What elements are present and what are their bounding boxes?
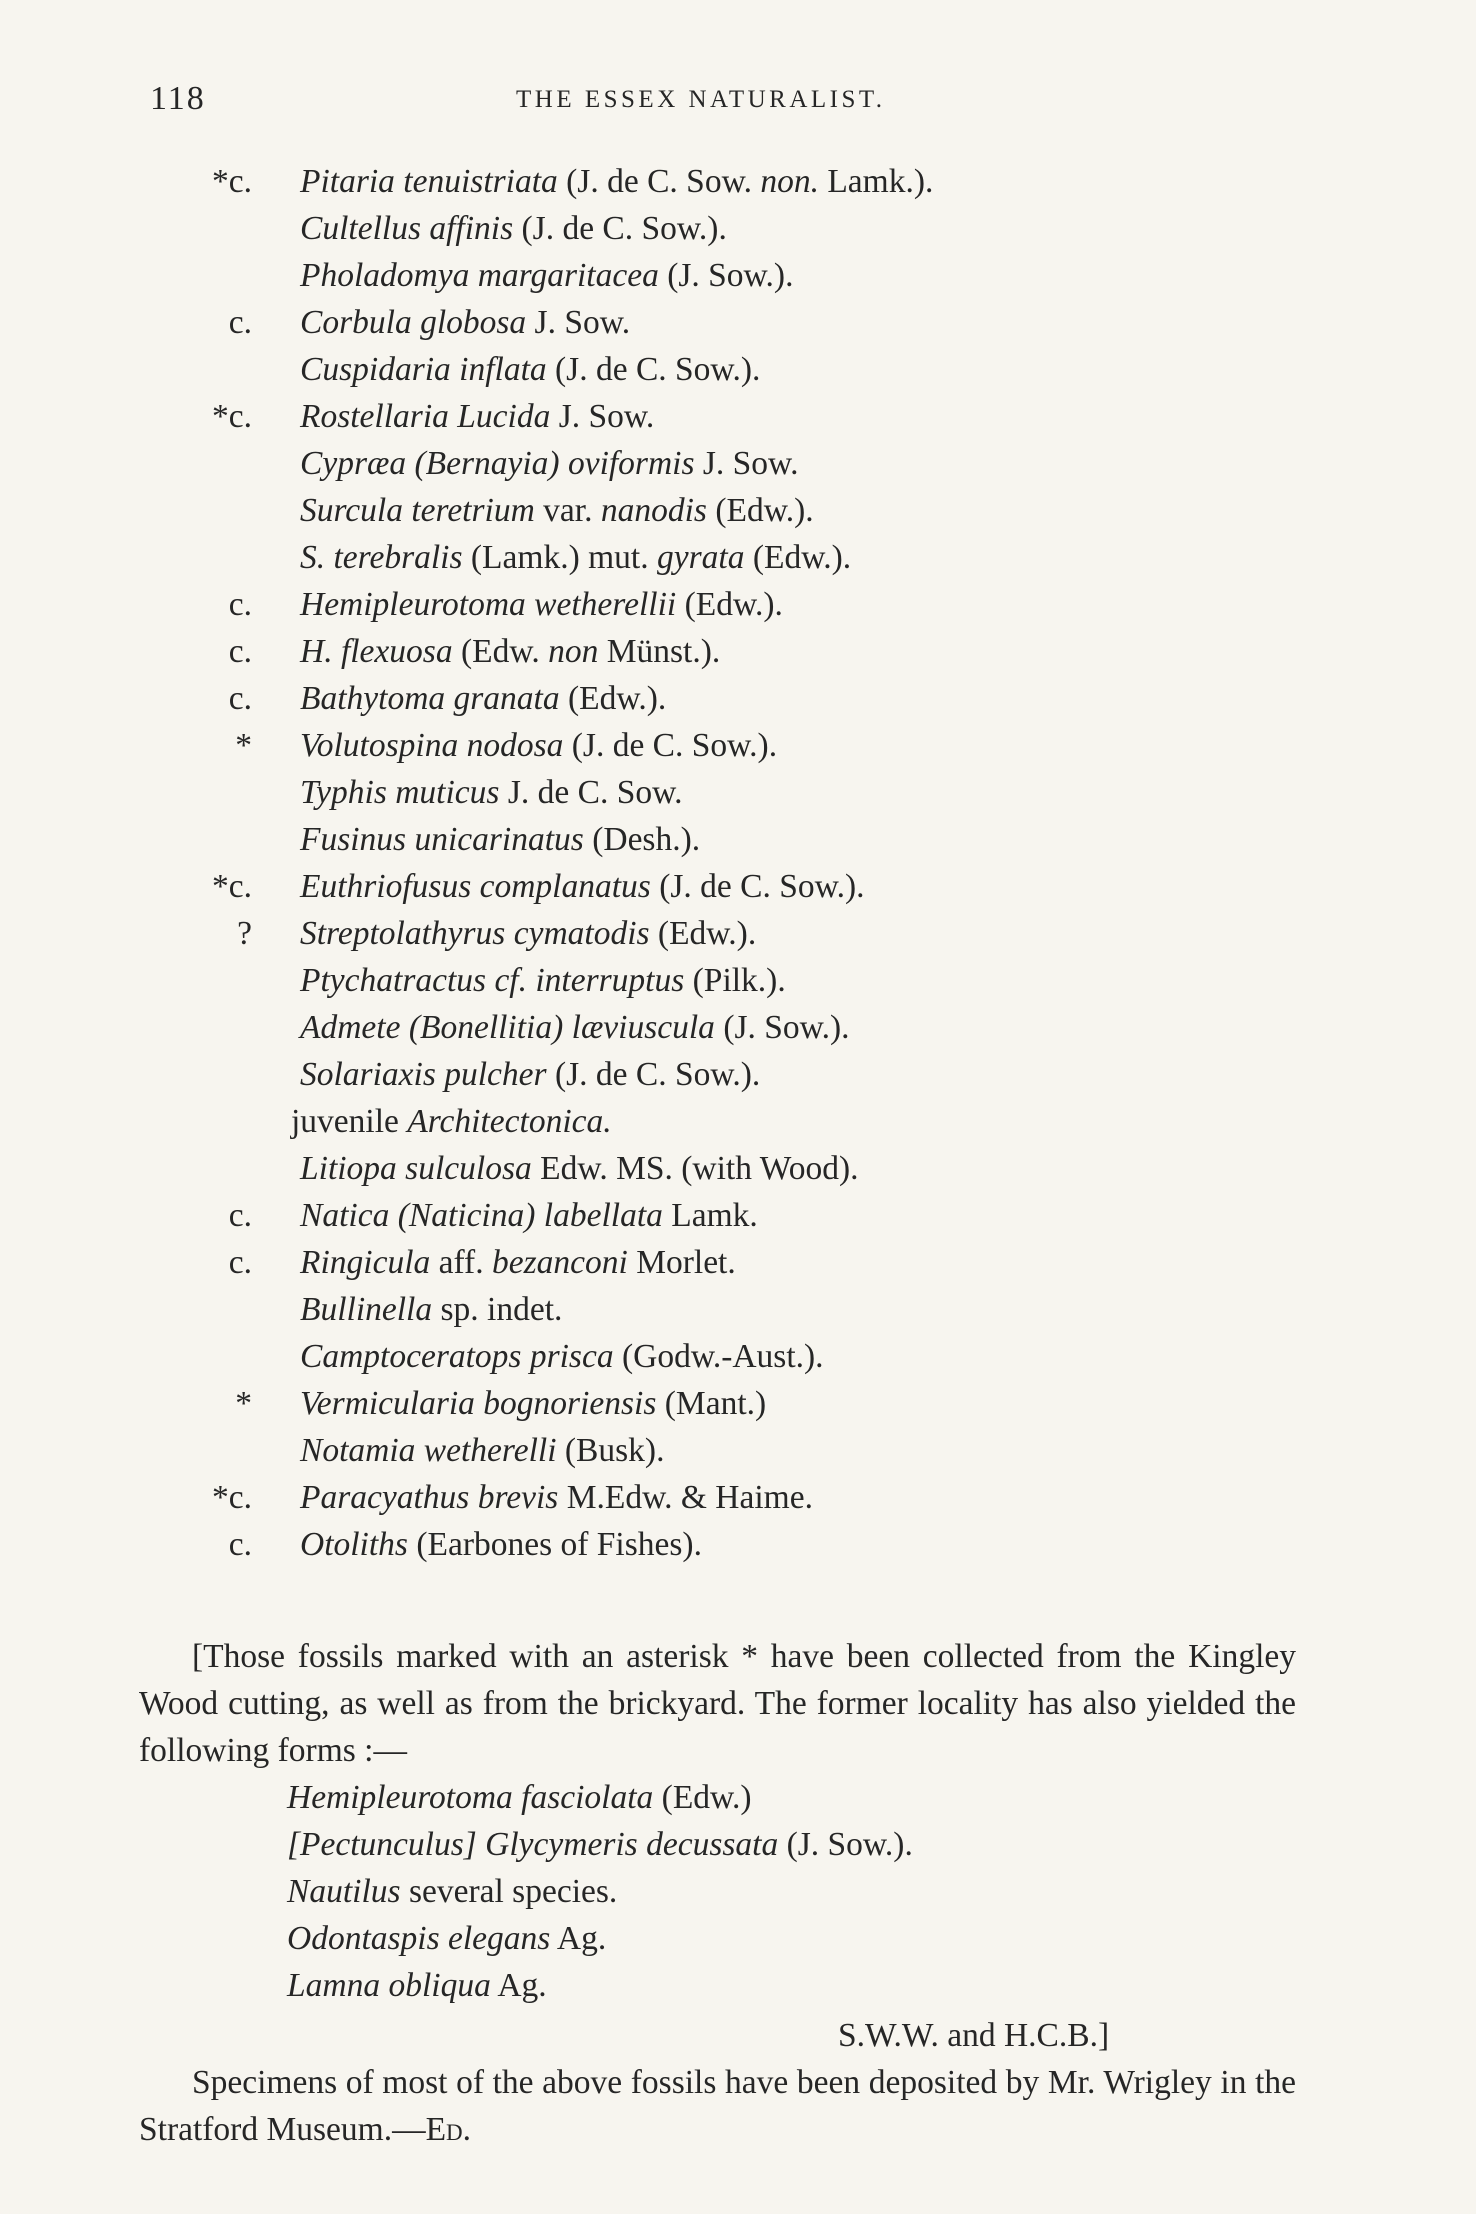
taxon-name: S. terebralis — [300, 539, 463, 576]
closing-note — [139, 2059, 1296, 2153]
citation-text: (Godw.-Aust.). — [613, 1338, 824, 1375]
taxon-name: Vermicularia bognoriensis — [300, 1385, 657, 1422]
taxon-name: Odontaspis elegans — [287, 1920, 551, 1957]
list-item — [0, 1521, 1476, 1568]
list-item — [0, 1333, 1476, 1380]
citation-text: J. Sow. — [550, 398, 655, 435]
citation-text: (Earbones of Fishes). — [407, 1526, 702, 1563]
species-entry — [300, 863, 865, 910]
taxon-name: Ptychatractus cf. interruptus — [300, 962, 685, 999]
taxon-name: Litiopa sulculosa — [300, 1150, 532, 1187]
taxon-name: Volutospina nodosa — [300, 727, 564, 764]
species-entry — [300, 1427, 664, 1474]
citation-text: J. de C. Sow. — [499, 774, 683, 811]
citation-text: (Edw.). — [676, 586, 783, 623]
taxon-name: H. flexuosa — [300, 633, 453, 670]
list-item — [0, 1380, 1476, 1427]
citation-text: (Edw.). — [706, 492, 814, 529]
collection-mark: c. — [228, 586, 252, 623]
fossil-species-list — [0, 158, 1476, 1568]
collection-mark: * — [235, 1385, 252, 1422]
citation-text: var. — [534, 492, 601, 529]
species-entry — [300, 393, 654, 440]
taxon-name: Streptolathyrus cymatodis — [300, 915, 650, 952]
citation-text: (Busk). — [556, 1432, 665, 1469]
list-item — [0, 1098, 1476, 1145]
taxon-name: Admete (Bonellitia) læviuscula — [300, 1009, 715, 1046]
collection-mark: c. — [228, 1526, 252, 1563]
species-entry — [300, 440, 798, 487]
species-entry — [300, 252, 793, 299]
species-entry — [291, 1098, 612, 1145]
citation-text: Lamk.). — [818, 163, 934, 200]
taxon-name: [Pectunculus] Glycymeris decussata — [287, 1826, 779, 1863]
citation-text: (Edw.). — [559, 680, 667, 717]
taxon-name: Architectonica. — [407, 1103, 612, 1140]
taxon-name: non. — [760, 163, 819, 200]
list-item — [0, 722, 1476, 769]
citation-text: Lamk. — [662, 1197, 758, 1234]
collection-mark: c. — [228, 304, 252, 341]
list-item — [0, 1774, 1476, 1821]
collection-mark: * — [235, 727, 252, 764]
list-item — [0, 252, 1476, 299]
citation-text: Münst.). — [598, 633, 721, 670]
taxon-name: Paracyathus brevis — [300, 1479, 559, 1516]
closing-paragraph — [139, 2059, 1296, 2153]
list-item — [0, 1286, 1476, 1333]
citation-text: (Pilk.). — [684, 962, 786, 999]
collection-mark: *c. — [212, 398, 252, 435]
citation-text: Ag. — [550, 1920, 607, 1957]
taxon-name: Surcula teretrium — [300, 492, 535, 529]
species-entry — [300, 1051, 760, 1098]
citation-text: (J. de C. Sow.). — [513, 210, 727, 247]
list-item — [0, 1004, 1476, 1051]
editor-tag: Ed. — [425, 2111, 472, 2148]
list-item — [0, 1821, 1476, 1868]
taxon-name: Lamna obliqua — [287, 1967, 491, 2004]
list-item — [0, 346, 1476, 393]
citation-text: (Edw.). — [744, 539, 852, 576]
taxon-name: gyrata — [656, 539, 745, 576]
list-item — [0, 1868, 1476, 1915]
citation-text: (Edw.) — [653, 1779, 752, 1816]
species-entry — [300, 158, 933, 205]
list-item — [0, 1427, 1476, 1474]
taxon-name: Notamia wetherelli — [300, 1432, 557, 1469]
taxon-name: Bullinella — [300, 1291, 433, 1328]
citation-text: (J. de C. Sow.). — [546, 1056, 761, 1093]
taxon-name: Hemipleurotoma wetherellii — [300, 586, 677, 623]
species-entry — [287, 1915, 606, 1962]
taxon-name: Fusinus unicarinatus — [300, 821, 584, 858]
list-item — [0, 1474, 1476, 1521]
collection-mark: ? — [237, 915, 252, 952]
species-entry — [287, 1962, 547, 2009]
citation-text: Ag. — [490, 1967, 547, 2004]
citation-text: (J. de C. Sow. — [557, 163, 761, 200]
species-entry — [287, 1868, 617, 1915]
species-entry — [300, 769, 682, 816]
citation-text: J. Sow. — [694, 445, 799, 482]
list-item — [0, 158, 1476, 205]
species-entry — [300, 628, 720, 675]
species-entry — [300, 722, 777, 769]
taxon-name: Natica (Naticina) labellata — [300, 1197, 663, 1234]
citation-text: (J. de C. Sow.). — [650, 868, 865, 905]
citation-text: Morlet. — [627, 1244, 736, 1281]
citation-text: (Edw.). — [649, 915, 757, 952]
taxon-name: Pholadomya margaritacea — [300, 257, 659, 294]
species-entry — [300, 534, 851, 581]
citation-text: (Edw. — [452, 633, 549, 670]
taxon-name: Bathytoma granata — [300, 680, 560, 717]
species-entry — [300, 1004, 850, 1051]
taxon-name: Solariaxis pulcher — [300, 1056, 547, 1093]
note-paragraph: [Those fossils marked with an asterisk * have been collected from the Kingley Wood cutting, as well as from the brickyard. The former locality has also yielded the following forms :— — [139, 1638, 1296, 1769]
taxon-name: Camptoceratops prisca — [300, 1338, 614, 1375]
species-entry — [300, 1145, 858, 1192]
running-head: THE ESSEX NATURALIST. — [516, 86, 886, 113]
citation-text: (J. Sow.). — [778, 1826, 913, 1863]
list-item — [0, 393, 1476, 440]
list-item — [0, 1192, 1476, 1239]
citation-text: sp. indet. — [432, 1291, 563, 1328]
taxon-name: Cultellus affinis — [300, 210, 514, 247]
list-item — [0, 910, 1476, 957]
collection-mark: *c. — [212, 868, 252, 905]
citation-text: (J. Sow.). — [714, 1009, 850, 1046]
taxon-name: Rostellaria Lucida — [300, 398, 551, 435]
list-item — [0, 863, 1476, 910]
taxon-name: bezanconi — [491, 1244, 628, 1281]
citation-text: (J. de C. Sow.). — [546, 351, 761, 388]
citation-text: (Desh.). — [583, 821, 701, 858]
citation-text: M.Edw. & Haime. — [558, 1479, 813, 1516]
list-item — [0, 769, 1476, 816]
species-entry — [300, 299, 630, 346]
citation-text: J. Sow. — [526, 304, 631, 341]
page-number: 118 — [150, 80, 206, 117]
list-item — [0, 628, 1476, 675]
taxon-name: Pitaria tenuistriata — [300, 163, 558, 200]
additional-forms-list — [0, 1774, 1476, 2009]
species-entry — [287, 1774, 752, 1821]
citation-text: (J. de C. Sow.). — [563, 727, 778, 764]
list-item — [0, 534, 1476, 581]
list-item — [0, 675, 1476, 722]
list-item — [0, 1915, 1476, 1962]
collection-mark: *c. — [212, 1479, 252, 1516]
collection-mark: c. — [228, 1197, 252, 1234]
species-entry — [300, 1333, 824, 1380]
taxon-name: nanodis — [600, 492, 707, 529]
species-entry — [300, 205, 727, 252]
taxon-name: Euthriofusus complanatus — [300, 868, 651, 905]
species-entry — [300, 1286, 562, 1333]
species-entry — [300, 346, 760, 393]
citation-text: (J. Sow.). — [658, 257, 794, 294]
signature: S.W.W. and H.C.B.] — [838, 2017, 1110, 2054]
taxon-name: Cypræa (Bernayia) oviformis — [300, 445, 695, 482]
species-entry — [300, 1474, 813, 1521]
species-entry — [300, 675, 666, 722]
list-item — [0, 487, 1476, 534]
citation-text: aff. — [430, 1244, 492, 1281]
citation-text: juvenile — [291, 1103, 408, 1140]
taxon-name: Otoliths — [300, 1526, 408, 1563]
citation-text: several species. — [400, 1873, 618, 1910]
citation-text: Edw. MS. (with Wood). — [531, 1150, 859, 1187]
closing-text: Specimens of most of the above fossils have been deposited by Mr. Wrigley in the Stratford Museum.— — [139, 2064, 1296, 2148]
list-item — [0, 1962, 1476, 2009]
taxon-name: Typhis muticus — [300, 774, 500, 811]
taxon-name: Corbula globosa — [300, 304, 527, 341]
list-item — [0, 205, 1476, 252]
list-item — [0, 581, 1476, 628]
collection-mark: c. — [228, 633, 252, 670]
list-item — [0, 440, 1476, 487]
species-entry — [300, 1192, 758, 1239]
list-item — [0, 816, 1476, 863]
list-item — [0, 1239, 1476, 1286]
taxon-name: Ringicula — [300, 1244, 431, 1281]
collection-mark: *c. — [212, 163, 252, 200]
citation-text: (Lamk.) mut. — [462, 539, 657, 576]
taxon-name: non — [548, 633, 599, 670]
species-entry — [287, 1821, 913, 1868]
species-entry — [300, 910, 756, 957]
taxon-name: Cuspidaria inflata — [300, 351, 547, 388]
species-entry — [300, 816, 700, 863]
collection-mark: c. — [228, 680, 252, 717]
species-entry — [300, 487, 814, 534]
citation-text: (Mant.) — [656, 1385, 767, 1422]
list-item — [0, 1051, 1476, 1098]
species-entry — [300, 1239, 736, 1286]
list-item — [0, 1145, 1476, 1192]
species-entry — [300, 581, 783, 628]
asterisk-note — [139, 1633, 1296, 1774]
species-entry — [300, 1380, 766, 1427]
taxon-name: Hemipleurotoma fasciolata — [287, 1779, 654, 1816]
collection-mark: c. — [228, 1244, 252, 1281]
page-header — [0, 80, 1476, 120]
species-entry — [300, 1521, 702, 1568]
list-item — [0, 299, 1476, 346]
taxon-name: Nautilus — [287, 1873, 401, 1910]
species-entry — [300, 957, 786, 1004]
list-item — [0, 957, 1476, 1004]
